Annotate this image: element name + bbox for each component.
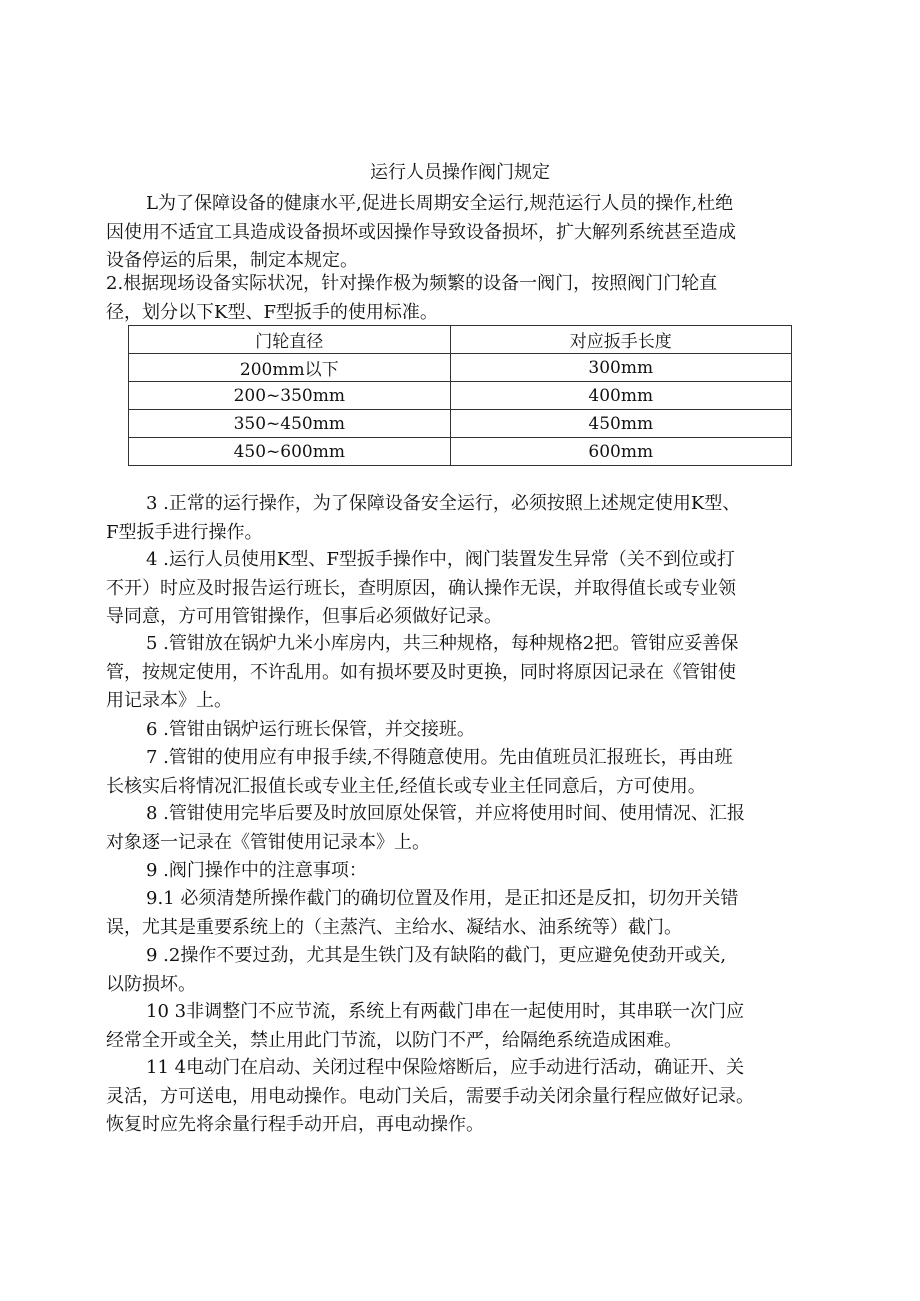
paragraph-1 bbox=[106, 190, 818, 276]
paragraph-line: F型扳手进行操作。 bbox=[106, 521, 263, 543]
table-row bbox=[129, 354, 792, 382]
paragraph-line: 以防损坏。 bbox=[106, 973, 196, 995]
paragraph-line: 恢复时应先将余量行程手动开启，再电动操作。 bbox=[106, 1114, 484, 1135]
paragraph-line: 因使用不适宜工具造成设备损坏或因操作导致设备损坏，扩大解列系统甚至造成 bbox=[106, 221, 736, 243]
paragraph-line: 6 .管钳由锅炉运行班长保管，并交接班。 bbox=[146, 719, 475, 740]
paragraph-line: 长核实后将情况汇报值长或专业主任,经值长或专业主任同意后，方可使用。 bbox=[106, 775, 706, 797]
paragraph-line: 用记录本》上。 bbox=[106, 690, 232, 711]
table-header-cell: 对应扳手长度 bbox=[450, 326, 791, 354]
paragraph-line: 10 3非调整门不应节流，系统上有两截门串在一起使用时，其串联一次门应 bbox=[146, 1001, 745, 1022]
table-cell: 300mm bbox=[450, 354, 791, 382]
paragraph-line: 9 .2操作不要过劲，尤其是生铁门及有缺陷的截门，更应避免使劲开或关, bbox=[146, 945, 727, 966]
table-row bbox=[129, 410, 792, 438]
paragraph-line: 对象逐一记录在《管钳使用记录本》上。 bbox=[106, 831, 430, 853]
table-header-row bbox=[129, 326, 792, 354]
paragraph-10 bbox=[106, 998, 818, 1055]
paragraph-line: 经常全开或全关，禁止用此门节流，以防门不严，给隔绝系统造成困难。 bbox=[106, 1029, 682, 1051]
paragraph-9 bbox=[106, 857, 818, 886]
table-cell: 200mm以下 bbox=[129, 354, 451, 382]
paragraph-5 bbox=[106, 630, 818, 716]
table-cell: 350~450mm bbox=[129, 410, 451, 438]
paragraph-7 bbox=[106, 744, 818, 801]
paragraph-line: 4 .运行人员使用K型、F型扳手操作中，阀门装置发生异常（关不到位或打 bbox=[146, 549, 735, 570]
paragraph-line: 9.1 必须清楚所操作截门的确切位置及作用，是正扣还是反扣，切勿开关错 bbox=[146, 888, 739, 909]
table-cell: 600mm bbox=[450, 438, 791, 466]
paragraph-line: 误，尤其是重要系统上的（主蒸汽、主给水、凝结水、油系统等）截门。 bbox=[106, 916, 682, 938]
table-cell: 200~350mm bbox=[129, 382, 451, 410]
paragraph-line: 3 .正常的运行操作，为了保障设备安全运行，必须按照上述规定使用K型、 bbox=[146, 493, 741, 514]
paragraph-6 bbox=[106, 716, 818, 745]
paragraph-8 bbox=[106, 800, 818, 857]
paragraph-9-1 bbox=[106, 885, 818, 942]
paragraph-line: 9 .阀门操作中的注意事项： bbox=[146, 860, 367, 881]
paragraph-line: 7 .管钳的使用应有申报手续,不得随意使用。先由值班员汇报班长，再由班 bbox=[146, 747, 733, 768]
wrench-spec-table bbox=[128, 325, 792, 466]
paragraph-line: L为了保障设备的健康水平,促进长周期安全运行,规范运行人员的操作,杜绝 bbox=[146, 193, 734, 214]
paragraph-line: 8 .管钳使用完毕后要及时放回原处保管，并应将使用时间、使用情况、汇报 bbox=[146, 803, 745, 824]
paragraph-line: 11 4电动门在启动、关闭过程中保险熔断后，应手动进行活动，确证开、关 bbox=[146, 1057, 745, 1078]
paragraph-line: 不开）时应及时报告运行班长，查明原因，确认操作无误，并取得值长或专业领 bbox=[106, 577, 736, 599]
paragraph-line: 设备停运的后果，制定本规定。 bbox=[106, 250, 358, 271]
paragraph-2 bbox=[106, 270, 818, 327]
table-cell: 400mm bbox=[450, 382, 791, 410]
paragraph-line: 管，按规定使用，不许乱用。如有损坏要及时更换，同时将原因记录在《管钳使 bbox=[106, 661, 736, 683]
document-title: 运行人员操作阀门规定 bbox=[370, 162, 550, 183]
paragraph-line: 2.根据现场设备实际状况，针对操作极为频繁的设备一阀门，按照阀门门轮直 bbox=[106, 273, 718, 294]
paragraph-line: 灵活，方可送电，用电动操作。电动门关后，需要手动关闭余量行程应做好记录。 bbox=[106, 1085, 754, 1107]
paragraph-3 bbox=[106, 490, 818, 547]
paragraph-11 bbox=[106, 1054, 818, 1140]
table-header-cell: 门轮直径 bbox=[129, 326, 451, 354]
paragraph-9-2 bbox=[106, 942, 818, 999]
paragraph-4 bbox=[106, 546, 818, 632]
paragraph-line: 5 .管钳放在锅炉九米小库房内，共三种规格，每种规格2把。管钳应妥善保 bbox=[146, 633, 739, 654]
table-cell: 450~600mm bbox=[129, 438, 451, 466]
table-row bbox=[129, 438, 792, 466]
table-cell: 450mm bbox=[450, 410, 791, 438]
table-row bbox=[129, 382, 792, 410]
paragraph-line: 径，划分以下K型、F型扳手的使用标准。 bbox=[106, 301, 438, 323]
paragraph-line: 导同意，方可用管钳操作，但事后必须做好记录。 bbox=[106, 606, 502, 627]
